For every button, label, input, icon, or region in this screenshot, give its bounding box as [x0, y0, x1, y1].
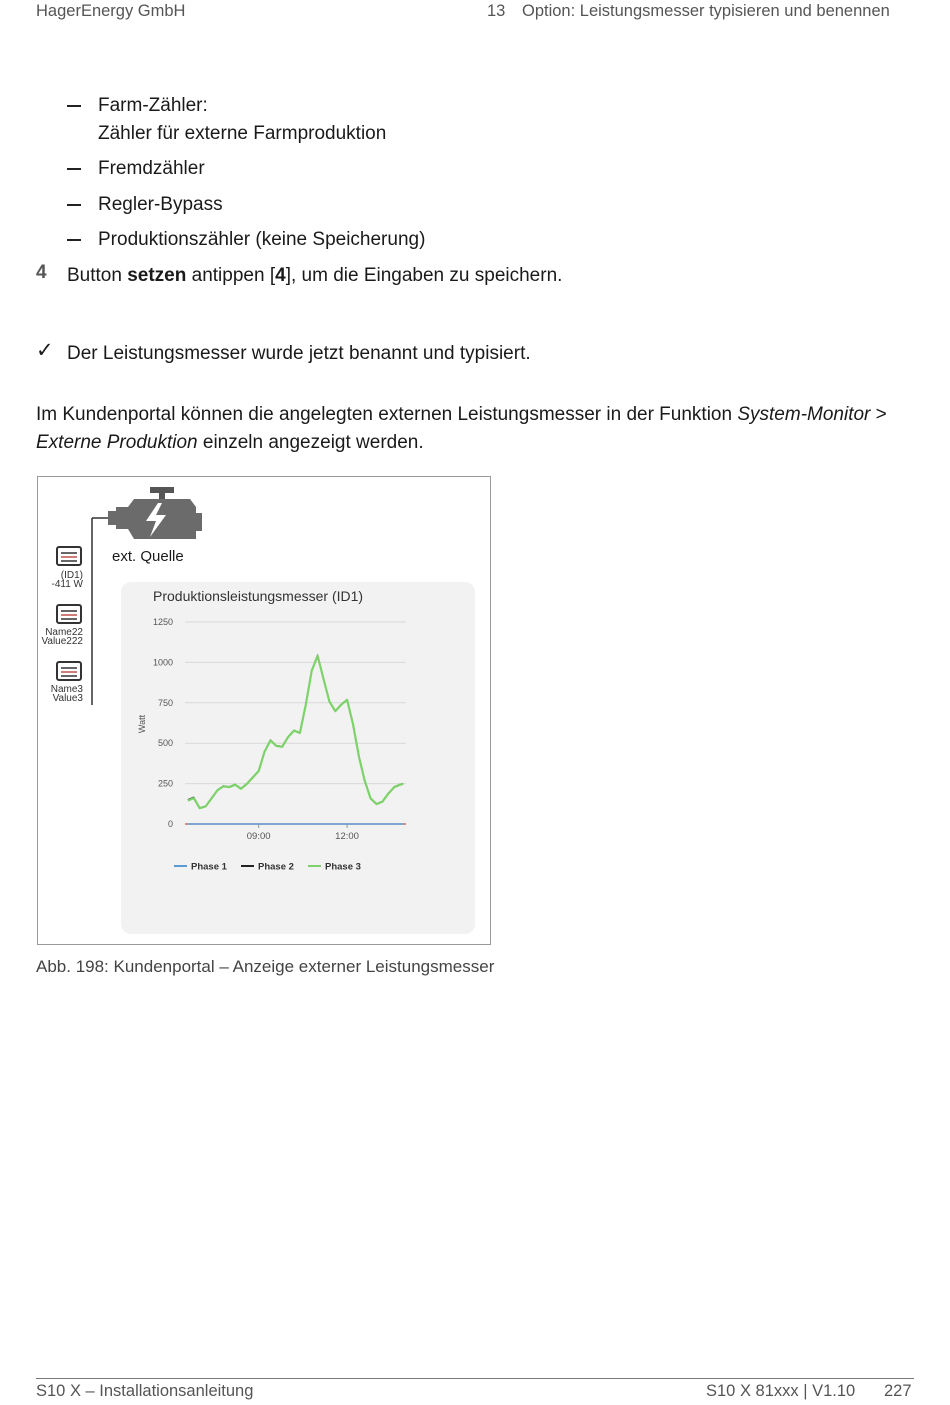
bullet-regler-bypass: Regler-Bypass	[98, 194, 223, 215]
bullet-farm-line1: Farm-Zähler:	[98, 95, 208, 116]
check-icon: ✓	[36, 339, 54, 362]
meter-icon	[57, 662, 81, 680]
step-bold-word: setzen	[127, 265, 187, 286]
chart-legend	[174, 862, 361, 873]
step-ref: 4	[275, 265, 286, 286]
para-part1: Im Kundenportal können die angelegten externen Leistungsmesser in der Funktion	[36, 404, 738, 425]
figure-caption: Abb. 198: Kundenportal – Anzeige externer Leistungsmesser	[36, 957, 495, 976]
result-text: Der Leistungsmesser wurde jetzt benannt und typisiert.	[67, 343, 531, 364]
meter-3-value: Value3	[52, 693, 83, 704]
source-label: ext. Quelle	[112, 548, 184, 565]
header-chapter-number: 13	[487, 2, 506, 20]
meter-3-name: Name3	[50, 684, 83, 695]
meter-1-name: (ID1)	[60, 570, 83, 581]
step-text	[67, 262, 562, 290]
meter-2-value: Value222	[41, 636, 83, 647]
legend-entry: Phase 1	[191, 861, 227, 873]
y-tick-label: 1250	[152, 617, 173, 627]
footer-rule	[36, 1378, 914, 1379]
chart-title: Produktionsleistungsmesser (ID1)	[153, 588, 364, 604]
legend-entry: Phase 3	[325, 861, 361, 873]
meter-2-name: Name22	[45, 627, 83, 638]
bullet-dash	[67, 204, 81, 206]
x-tick-label: 12:00	[335, 831, 359, 842]
chart-panel	[121, 582, 475, 934]
para-italic-externe-produktion: Externe Produktion	[36, 432, 198, 453]
step-text-after: ], um die Eingaben zu speichern.	[285, 265, 563, 286]
step-number: 4	[36, 262, 47, 283]
footer-version: S10 X 81xxx | V1.10	[706, 1382, 856, 1400]
footer-page-number: 227	[884, 1382, 912, 1400]
header-chapter-title: Option: Leistungsmesser typisieren und benennen	[522, 2, 890, 20]
para-part3: einzeln angezeigt werden.	[197, 432, 424, 453]
para-part2: >	[870, 404, 887, 425]
meter-1-value: -411 W	[51, 579, 83, 590]
para-italic-system-monitor: System-Monitor	[737, 404, 871, 425]
legend-entry: Phase 2	[258, 861, 294, 873]
bullet-farm-line2: Zähler für externe Farmproduktion	[98, 123, 387, 144]
y-tick-label: 250	[157, 778, 173, 789]
header-company: HagerEnergy GmbH	[36, 2, 186, 20]
bullet-dash	[67, 105, 81, 107]
meter-icon	[57, 605, 81, 623]
x-tick-label: 09:00	[246, 831, 271, 842]
bullet-fremdzaehler: Fremdzähler	[98, 158, 205, 179]
portal-screenshot-svg	[38, 477, 490, 944]
y-tick-label: 0	[167, 819, 173, 829]
y-tick-label: 500	[157, 738, 173, 749]
chart-ylabel: Watt	[137, 714, 147, 734]
bullet-dash	[67, 239, 81, 241]
step-text-middle: antippen [	[186, 265, 276, 286]
y-tick-label: 750	[157, 697, 173, 708]
meter-icon	[57, 547, 81, 565]
description-paragraph	[36, 401, 896, 457]
bullet-produktionszaehler: Produktionszähler (keine Speicherung)	[98, 229, 426, 250]
y-tick-label: 1000	[152, 657, 173, 668]
generator-icon	[108, 487, 202, 539]
step-text-before: Button	[67, 265, 128, 286]
bullet-dash	[67, 168, 81, 170]
portal-screenshot-figure	[37, 476, 491, 945]
footer-doc-title: S10 X – Installationsanleitung	[36, 1382, 254, 1400]
